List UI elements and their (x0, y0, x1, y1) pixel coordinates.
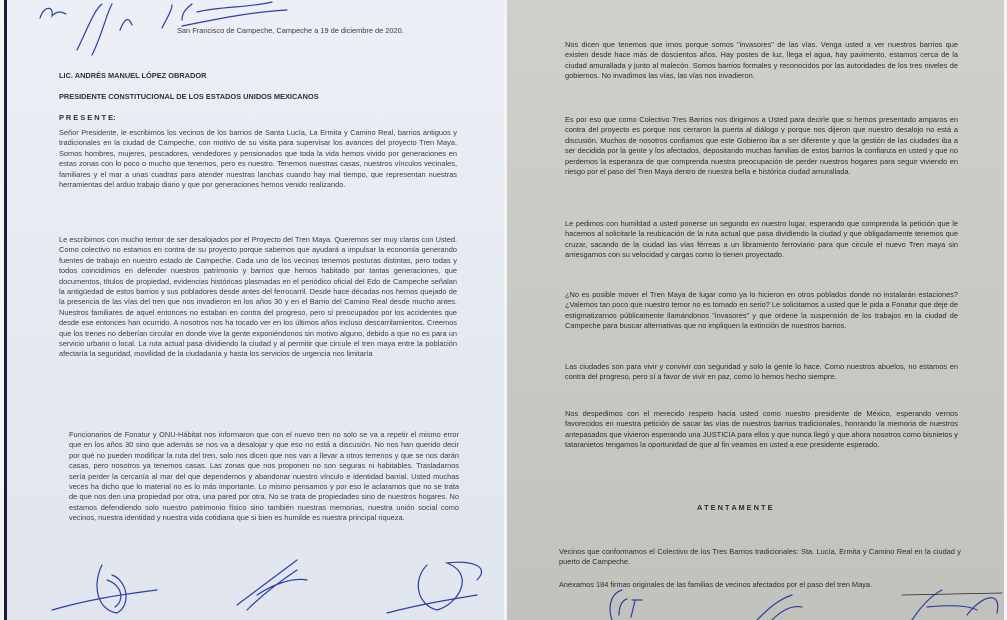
addressee-name: LIC. ANDRÉS MANUEL LÓPEZ OBRADOR (59, 71, 207, 80)
handwritten-signatures-bottom (7, 555, 504, 620)
paragraph: Es por eso que como Colectivo Tres Barrios nos dirigimos a Usted para decirle que si hemos presentado amparos en contra del proyecto es porque nos cerraron la puerta al diálogo y porque nos dijeron que nuestro desalojo no está a discusión. Muchos de nosotros confiamos que este Gobierno iba a ser diferente y que la gestión de las ciudades iba a ser decidida por la gente y los afectados, depositando muchas familias de estos barrios la confianza en usted y que no perdemos la esperanza de que comprenda nuestra preocupación de perder nuestros hogares para seguir viviendo en riesgo por el paso del Tren Maya dentro de nuestra bella e histórica ciudad amurallada. (565, 115, 958, 177)
place-date: San Francisco de Campeche, Campeche a 19 de diciembre de 2020. (177, 26, 404, 35)
signatories: Vecinos que conformamos el Colectivo de los Tres Barrios tradicionales: Sta. Lucía, Ermita y Camino Real en la ciudad y puerto de Campeche. (559, 547, 961, 567)
letter-page-1 (4, 0, 504, 620)
paragraph: ¿No es posible mover el Tren Maya de lugar como ya lo hicieron en otros poblados donde no instalarán estaciones? ¿Valemos tan poco que nuestro temor no es tomado en serio? Le solicitamos a usted que le pida a Fonatur que deje de estigmatizarnos públicamente llamándonos "invasores" y que ordene la suspensión de los trabajos en la ciudad de Campeche para buscar alternativas que no impliquen la extinción de nuestros barrios. (565, 290, 958, 331)
letter-page-2 (507, 0, 1004, 620)
paragraph: Le pedimos con humildad a usted ponerse un segundo en nuestro lugar, esperando que comprenda la petición que le hacemos al solicitarle la reubicación de la ruta actual que pasa dividiendo la ciudad y que obligadamente tenemos que cruzar, sacando de la ciudad las vías férreas a un libramiento ferroviario para que circule el nuevo Tren maya sin arriesgarnos con su velocidad y cargas como lo tienen proyectado. (565, 219, 958, 260)
paragraph: Le escribimos con mucho temor de ser desalojados por el Proyecto del Tren Maya. Queremos ser muy claros con Usted. Como colectivo no estamos en contra de su proyecto porque sabemos que ayudará a impulsar la economía generando fuentes de trabajo en nuestro estado de Campeche. Cada uno de los vecinos tenemos posturas distintas, pero todas y todos coincidimos en defender nuestros patrimonio y barrios que hemos habitado por tantas generaciones, que documentos, títulos de propiedad, evidencias históricas plasmadas en el periódico oficial del Edo de Campeche señalan la antigüedad de estos barrios y sus pobladores desde antes del ferrocarril. Desde hace décadas nos hemos quejado de la presencia de las vías del tren que nos invadieron en los años 30 y en el Barrio del Camino Real desde mucho antes. Nuestros familiares de aquel entonces no estaban en contra del progreso, pero sí preocupados por los accidentes que desde ese entonces han ocurrido. A nosotros nos ha tocado ver en los últimos años incluso descarrilamientos. Creemos que los trenes no deberían circular en donde vive la gente exponiéndonos sin motivo alguno, debido a que no es para un servicio urbano o local. La ruta actual pasa dividiendo la ciudad y al permitir que circule el tren maya entre la población afectaría la seguridad, movilidad de la ciudadanía y hasta los servicios de urgencia nos limitaría (59, 235, 457, 359)
paragraph: Nos despedimos con el merecido respeto hacia usted como nuestro presidente de México, esperando vernos favorecidos en nuestra petición de sacar las vías de nuestros barrios tradicionales, honrando la memoria de nuestros antepasados que vivieron esperando una JUSTICIA para ellos y que nunca llegó y que ahora nosotros como bisnietos y tataranietos tengamos la oportunidad de que al fin veamos en usted a ese presidente esperado. (565, 409, 958, 450)
paragraph: Funcionarios de Fonatur y ONU-Hábitat nos informaron que con el nuevo tren no solo se va a repetir el mismo error que en los años 30 sino que además se nos va a desalojar y que eso no está a discusión. No nos han querido decir por qué no pueden modificar la ruta del tren, solo nos dicen que nos van a llevar a otros terrenos y que se nos darán casas, pero nosotros ya tenemos casas. Las zonas que nos proponen no son seguras ni habitables. Trasladarnos sería perder la cercanía al mar del que dependemos y abandonar nuestro vínculo e identidad barrial. Usted muchas veces ha dicho que lo material no es lo más importante. Lo mismo pensamos y por eso le aclaramos que no se trata de que nos den una propiedad por otra, una pared por otra. No se trata de propiedades sino de nuestros hogares. No estamos defendiendo solo nuestro patrimonio físico sino también nuestras memorias, nuestra unión social como vecinos, nuestra identidad y nuestra vida cotidiana que si bien es humilde es nuestra principal riqueza. (69, 430, 459, 523)
paragraph: Señor Presidente, le escribimos los vecinos de los barrios de Santa Lucía, La Ermita y Camino Real, barrios antiguos y tradicionales en la ciudad de Campeche, con motivo de su visita para supervisar los avances del proyecto Tren Maya. Somos hombres, mujeres, pescadores, vendedores y pensionados que toda la vida hemos vivido por generaciones en estas zonas con lo poco o mucho que tenemos, pero es nuestro. Tenemos nuestras casas, nuestros vínculos vecinales, familiares y el mar a unas cuadras para atender nuestras lanchas cuando hay mal tiempo, que representan nuestras herramientas del arduo trabajo diario y que por generaciones hemos venido realizando. (59, 128, 457, 190)
closing: A T E N T A M E N T E (697, 503, 773, 512)
addressee-title: PRESIDENTE CONSTITUCIONAL DE LOS ESTADOS UNIDOS MEXICANOS (59, 92, 319, 101)
salutation: P R E S E N T E: (59, 113, 116, 122)
paragraph: Nos dicen que tenemos que irnos porque somos "invasores" de las vías. Venga usted a ver nuestros barrios que existen desde hace más de doscientos años. Hay postes de luz, llega el agua, hay pavimento, estamos cerca de la ciudad amurallada y junto al malecón. Somos barrios formales y reconocidos por las autoridades de los tres niveles de gobiernos. No invadimos las vías, las vías nos invadieron. (565, 40, 958, 81)
handwritten-signatures-bottom (507, 585, 1004, 620)
paragraph: Las ciudades son para vivir y convivir con seguridad y solo la gente lo hace. Como nuestros abuelos, no estamos en contra del progreso, pero sí a favor de vivir en paz, como lo hemos hecho siempre. (565, 362, 958, 382)
annex-note: Anexamos 184 firmas originales de las familias de vecinos afectados por el paso del tren Maya. (559, 580, 873, 589)
